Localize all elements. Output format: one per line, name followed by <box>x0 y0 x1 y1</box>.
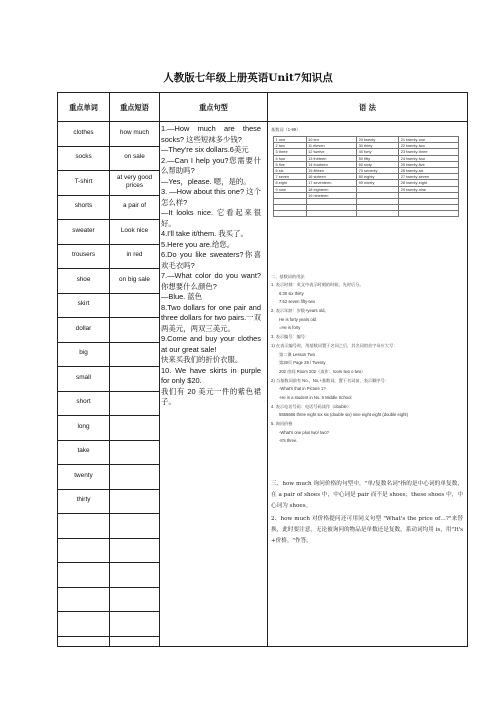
number-cell: 17 seventeen <box>306 180 357 186</box>
word-cell: T-shirt <box>74 177 93 185</box>
grammar-usage-line: -It's three. <box>279 438 298 444</box>
sentence-line: 1.—How much are these socks? 这些短袜多少钱? <box>161 124 261 144</box>
sentence-patterns <box>161 124 261 408</box>
number-cell: 15 fifteen <box>306 167 357 173</box>
number-cell <box>306 211 357 217</box>
sentence-line: 我们有 20 美元一件的紫色裙子。 <box>161 386 261 407</box>
word-cell: take <box>77 447 90 455</box>
grammar-usage-line: 5556666 three eight six six (double six) nine eight eight (double eight) <box>279 412 408 418</box>
grammar-usage-line: 6:30 six thirty <box>279 290 304 296</box>
number-cell: 40 forty <box>357 149 399 155</box>
page-title: 人教版七年级上册英语Unit7知识点 <box>163 72 333 84</box>
phrase-cell: Look nice <box>120 226 149 234</box>
number-row <box>274 211 459 217</box>
sentence-line: —Blue. 蓝色 <box>161 292 203 302</box>
header-sentences: 重点句型 <box>199 102 228 112</box>
number-cell: 10 ten <box>306 137 357 143</box>
header-phrases: 重点短语 <box>120 102 149 112</box>
number-cell: 26 twenty-six <box>399 167 459 173</box>
number-cell: 13 thirteen <box>306 155 357 161</box>
grammar-note: 三、how much 询问价格的句型中，"单/复数名词"指的是中心词的单复数，在 a pair of shoes 中，中心词是 pair 而不是 shoes；these shoes 中，中心词为 shoes。 <box>271 481 463 509</box>
sentence-line: 5.Here you are.给您。 <box>161 239 235 249</box>
grammar-usage-line: 3. 表示编号：编号： <box>271 334 310 340</box>
word-cell: long <box>77 422 90 430</box>
word-cell: big <box>79 349 88 357</box>
number-cell: 14 fourteen <box>306 161 357 167</box>
word-cell: skirt <box>77 300 90 308</box>
number-cell: 18 eighteen <box>306 186 357 192</box>
number-cell: 22 twenty-two <box>399 143 459 149</box>
sentence-line: 8.Two dollars for one pair and three dollars for two pairs.一双两美元，两双三美元。 <box>161 302 261 333</box>
sentence-line: 2.—Can I help you?您需要什么帮助吗? <box>161 155 261 176</box>
number-cell: 7 seven <box>274 174 307 180</box>
sentence-line: —It looks nice. 它看起来很好。 <box>161 208 261 228</box>
phrase-cell: on big sale <box>119 275 150 283</box>
knowledge-table <box>57 92 468 647</box>
phrase-cell: in red <box>126 251 143 259</box>
sentence-line: —They're six dollars.6美元 <box>161 145 249 155</box>
sentence-line: 3. —How about this one? 这个怎么样? <box>161 187 261 207</box>
sentence-line: 快来买我们的折价衣服。 <box>161 355 243 365</box>
grammar-usage-line: 5. 询问价格 <box>271 421 293 426</box>
grammar-section2-body <box>271 282 461 447</box>
word-cell: trousers <box>71 251 96 259</box>
number-cell <box>274 211 307 217</box>
grammar-usage-line: -What's one plus two/ two? <box>279 429 329 435</box>
word-cell: socks <box>75 153 92 161</box>
number-cell: 30 thirty <box>357 143 399 149</box>
sentence-line: 9.Come and buy your clothes at our great sale! <box>161 334 261 354</box>
grammar-usage-line: 202 房间 Room 202（读作：room two o two） <box>279 368 366 374</box>
grammar-usage-line: 2) 当基数词前有 No.，No.+基数词，置于名词前，表示顺序号： <box>271 377 389 383</box>
phrase-cell: how much <box>119 128 150 136</box>
number-cell: 3 three <box>274 149 307 155</box>
grammar-usage-line: 2. 表示年龄：岁数+years old。 <box>271 308 329 314</box>
header-grammar: 语 法 <box>359 102 376 112</box>
number-cell: 9 nine <box>274 186 307 192</box>
number-cell: 12 twelve <box>306 149 357 155</box>
grammar-usage-line: 7:52 seven fifty-two <box>279 299 316 305</box>
number-cell <box>399 211 459 217</box>
number-cell: 20 twenty <box>357 137 399 143</box>
word-cell: twenty <box>74 471 93 479</box>
grammar-usage-line: -He is a student in No. 5 Middle School <box>279 394 352 400</box>
word-cell: small <box>76 373 91 381</box>
number-cell: 1 one <box>274 137 307 143</box>
number-cell: 19 nineteen <box>306 192 357 198</box>
number-cell: 25 twenty-five <box>399 161 459 167</box>
word-cell: shoe <box>76 275 91 283</box>
number-table <box>273 136 459 217</box>
grammar-usage-line: 第二课 Lesson Two <box>279 351 315 357</box>
number-cell: 28 twenty-eight <box>399 180 459 186</box>
phrase-cell: a pair of <box>122 202 147 210</box>
number-cell: 24 twenty-four <box>399 155 459 161</box>
word-cell: shorts <box>74 202 93 210</box>
grammar-section2-title: 二、基数词的用法 <box>271 274 305 279</box>
number-cell: 8 eight <box>274 180 307 186</box>
sentence-line: 7.—What color do you want? 你想要什么颜色? <box>161 271 261 291</box>
grammar-usage-line: He is forty years old <box>279 316 317 322</box>
word-cell: sweater <box>72 226 95 234</box>
number-cell: 70 seventy <box>357 167 399 173</box>
number-cell: 11 eleven <box>306 143 357 149</box>
sentence-line: 4.I'll take it/them. 我买了。 <box>161 229 248 239</box>
number-cell <box>357 211 399 217</box>
grammar-usage-line: -What's that in Picture 1? <box>279 386 326 392</box>
word-cell: clothes <box>73 128 94 136</box>
number-cell: 2 two <box>274 143 307 149</box>
sentence-line: 10. We have skirts in purple for only $20. <box>161 365 261 386</box>
grammar-usage-line: 第29页 Page 29 / Twenty <box>279 360 326 366</box>
grammar-usage-line: 4. 表示电话号码：电话号码读作（double）： <box>271 403 354 409</box>
phrase-cell: on sale <box>124 153 145 161</box>
number-cell: 90 ninety <box>357 180 399 186</box>
grammar-usage-line: 1) 在表示编号时，用基数词置于名词之后，其名词的首字母应大写： <box>271 342 398 348</box>
grammar-section1-title: 基数词（1-99） <box>271 127 301 132</box>
header-words: 重点单词 <box>69 102 98 112</box>
word-cell: dollar <box>75 324 92 332</box>
sentence-line: —Yes，please. 嗯，是的。 <box>161 176 251 186</box>
number-cell: 27 twenty-seven <box>399 174 459 180</box>
word-cell: thirty <box>76 496 91 504</box>
number-cell: 6 six <box>274 167 307 173</box>
word-cell: short <box>76 398 91 406</box>
phrase-cell: at very good prices <box>116 173 153 190</box>
grammar-usage-line: 1. 表示时刻：英文中表示时刻的时候，先时后分。 <box>271 282 364 287</box>
grammar-note: 2、how much 对价格提问还可用同义句型 "What's the price of…?"来替换，此时要注意，无论被询问的物品是单数还是复数，系动词均用 is，用"It's +价格。"作答。 <box>271 515 463 544</box>
number-cell: 21 twenty-one <box>399 137 459 143</box>
number-cell: 4 four <box>274 155 307 161</box>
sentence-line: 6.Do you like sweaters?你喜欢毛衣吗? <box>161 250 261 270</box>
number-cell: 29 twenty-nine <box>399 186 459 192</box>
number-cell: 5 five <box>274 161 307 167</box>
number-cell: 23 twenty-three <box>399 149 459 155</box>
grammar-usage-line: =He is forty <box>279 325 301 331</box>
number-cell: 60 sixty <box>357 161 399 167</box>
grammar-notes <box>271 479 463 546</box>
number-cell: 80 eighty <box>357 174 399 180</box>
number-cell: 50 fifty <box>357 155 399 161</box>
number-cell: 16 sixteen <box>306 174 357 180</box>
